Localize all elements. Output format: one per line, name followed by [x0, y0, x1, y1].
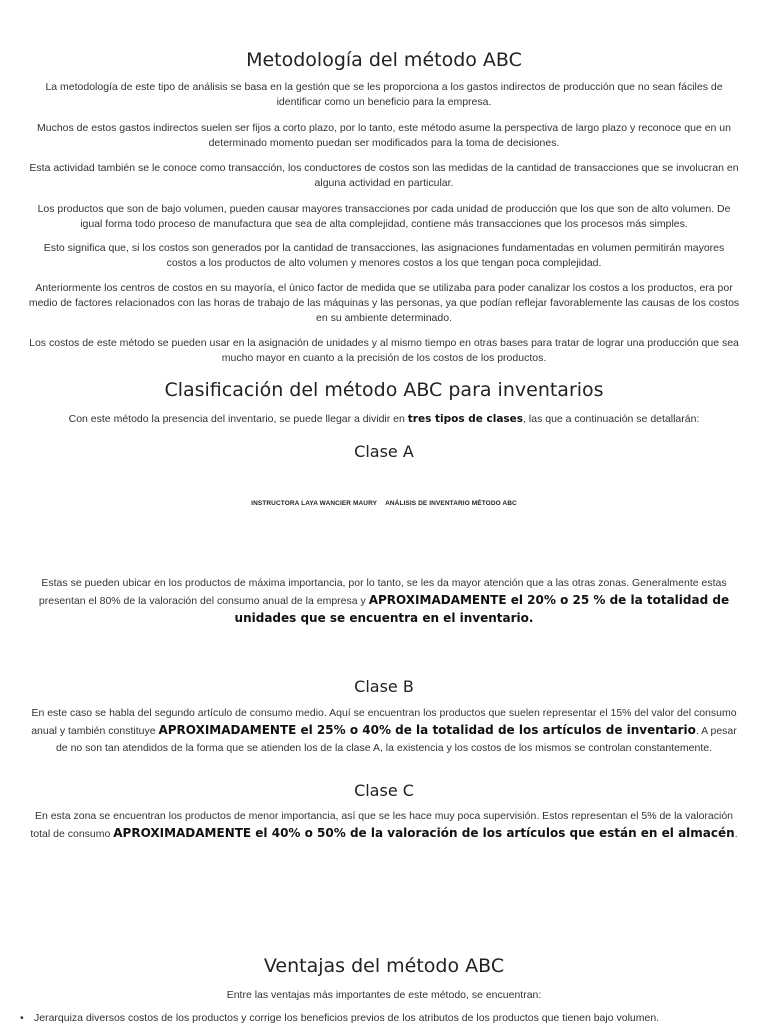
paragraph-clase-c: [28, 808, 740, 843]
paragraph-ventajas-intro: Entre las ventajas más importantes de este método, se encuentran:: [226, 989, 542, 1001]
clasificacion-intro-bold: tres tipos de clases: [407, 413, 524, 425]
paragraph-metodologia-2: Muchos de estos gastos indirectos suelen ser fijos a corto plazo, por lo tanto, este método asume la perspectiva de largo plazo y reconoce que en un determinado momento puedan ser modificados para la toma de decisiones.: [37, 122, 731, 149]
paragraph-metodologia-1: La metodología de este tipo de análisis se basa en la gestión que se les proporciona a los gastos indirectos de producción que no sean fáciles de identificar como un beneficio para la empresa.: [45, 81, 723, 108]
clase-c-text-after: .: [734, 828, 738, 840]
clase-b-bold: APROXIMADAMENTE el 25% o 40% de la totalidad de los artículos de inventario: [158, 723, 696, 737]
clasificacion-intro-after: , las que a continuación se detallarán:: [523, 413, 700, 425]
clasificacion-intro-before: Con este método la presencia del inventario, se puede llegar a dividir en: [68, 413, 408, 425]
section-title-metodologia: Metodología del método ABC: [246, 49, 522, 71]
paragraph-metodologia-5: Esto significa que, si los costos son generados por la cantidad de transacciones, las asignaciones fundamentadas en volumen permitirán mayores costos a los productos de alto volumen y menores costos a los que tengan poca complejidad.: [43, 242, 725, 269]
clase-c-text-before: En esta zona se encuentran los productos de menor importancia, así que se les hace muy poca supervisión. Estos representan el 5% de la valoración total de consumo: [30, 810, 734, 840]
caption-instructora: INSTRUCTORA LAYA WANCIER MAURY: [251, 500, 378, 507]
paragraph-clasificacion-intro: [28, 412, 740, 427]
subsection-title-clase-a: Clase A: [354, 442, 414, 461]
bullet-icon: •: [20, 1012, 24, 1024]
image-caption: [0, 500, 768, 507]
subsection-title-clase-b: Clase B: [354, 677, 414, 696]
clase-a-bold: APROXIMADAMENTE el 20% o 25 % de la totalidad de unidades que se encuentra en el inventario.: [234, 593, 730, 625]
caption-analisis: ANÁLISIS DE INVENTARIO MÉTODO ABC: [385, 500, 517, 507]
section-title-ventajas: Ventajas del método ABC: [263, 955, 505, 977]
section-title-clasificacion: Clasificación del método ABC para inventarios: [164, 379, 604, 401]
paragraph-metodologia-6: Anteriormente los centros de costos en su mayoría, el único factor de medida que se utilizaba para poder canalizar los costos a los productos, era por medio de factores relacionados con las horas de trabajo de las máquinas y las personas, ya que podían reflejar favorablemente las causas de los costos en su ambiente determinado.: [28, 282, 740, 324]
clase-b-text-before: En este caso se habla del segundo artículo de consumo medio. Aquí se encuentran los productos que suelen representar el 15% del valor del consumo anual y también constituye: [31, 707, 737, 737]
clase-c-bold: APROXIMADAMENTE el 40% o 50% de la valoración de los artículos que están en el almacén: [113, 826, 735, 840]
paragraph-metodologia-4: Los productos que son de bajo volumen, pueden causar mayores transacciones por cada unidad de producción que los que son de alto volumen. De igual forma todo proceso de manufactura que sea de alta complejidad, contiene más transacciones que los procesos más simples.: [37, 203, 731, 230]
list-item-text: Jerarquiza diversos costos de los productos y corrige los beneficios previos de los atributos de los productos que tienen bajo volumen.: [34, 1012, 660, 1024]
subsection-title-clase-c: Clase C: [354, 781, 414, 800]
paragraph-metodologia-3: Esta actividad también se le conoce como transacción, los conductores de costos son las medidas de la cantidad de transacciones que se involucran en alguna actividad en particular.: [29, 162, 739, 189]
paragraph-clase-a: [28, 575, 740, 628]
clase-a-text: Estas se pueden ubicar en los productos de máxima importancia, por lo tanto, se les da mayor atención que a las otras zonas. Generalmente estas presentan el 80% de la valoración del consumo anual de la empresa y: [38, 577, 727, 607]
paragraph-clase-b: [28, 705, 740, 757]
clase-b-text-after: . A pesar de no son tan atendidos de la forma que se atienden los de la clase A, la existencia y los costos de los mismos se controlan constantemente.: [55, 725, 737, 754]
paragraph-metodologia-7: Los costos de este método se pueden usar en la asignación de unidades y al mismo tiempo en otras bases para tratar de lograr una producción que sea mucho mayor en cuanto a la precisión de los costos de los productos.: [29, 337, 739, 364]
ventajas-list: [20, 1012, 750, 1024]
list-item: [20, 1012, 750, 1024]
